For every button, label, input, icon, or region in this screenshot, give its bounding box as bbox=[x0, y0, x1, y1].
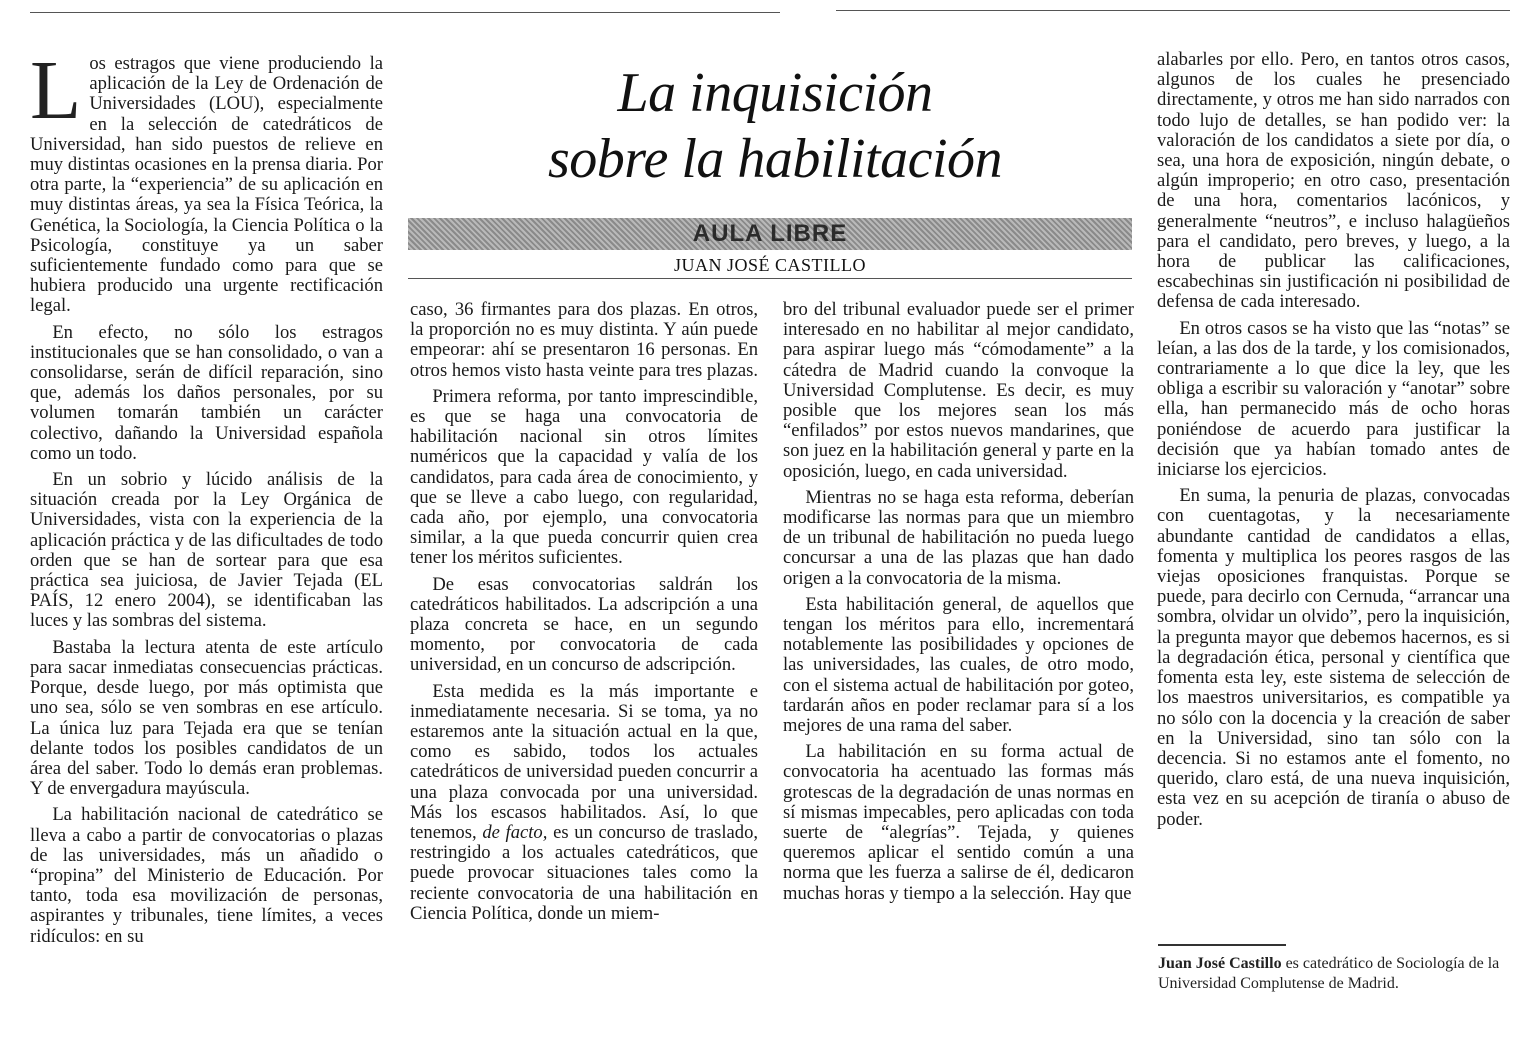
column-4 bbox=[1157, 50, 1510, 836]
section-label: AULA LIBRE bbox=[692, 220, 848, 247]
paragraph-text: os estragos que viene produciendo la aplicación de la Ley de Ordenación de Universidades (LOU), especialmente en la selección de catedráticos de Universidad, han sido puestos de relieve en muy distintas ocasiones en la prensa diaria. Por otra parte, la “experiencia” de su aplicación en muy distintas áreas, ya sea la Física Teórica, la Genética, la Sociología, la Ciencia Política o la Psicología, constituye ya un saber suficientemente fundado como para que se hubiera producido una urgente rectificación legal. bbox=[30, 53, 383, 317]
top-rule-left bbox=[30, 12, 780, 13]
headline-line-2: sobre la habilitación bbox=[547, 128, 1003, 190]
drop-cap: L bbox=[30, 44, 82, 137]
paragraph: caso, 36 firmantes para dos plazas. En otros, la proporción no es muy distinta. Y aún puede empeorar: ahí se presentaron 16 personas. En otros hemos visto hasta veinte para tres plazas. bbox=[410, 299, 759, 381]
byline: JUAN JOSÉ CASTILLO bbox=[673, 255, 866, 275]
paragraph: En efecto, no sólo los estragos institucionales que se han consolidado, o van a consolidarse, serán de difícil reparación, sino que, además los daños personales, por su volumen tomarán también un carácter colectivo, dañando la Universidad española como un todo. bbox=[30, 321, 383, 464]
paragraph: Bastaba la lectura atenta de este artículo para sacar inmediatas consecuencias prácticas. Porque, desde luego, por más optimista que uno sea, sólo se ven sombras en ese artículo. La única luz para Tejada era que se tenían delante todos los posibles candidatos de un área del saber. Todo lo demás eran problemas. Y de envergadura mayúscula. bbox=[30, 636, 383, 800]
paragraph bbox=[410, 682, 758, 924]
paragraph-text: Esta medida es la más importante e inmediatamente necesaria. Si se toma, ya no estaremos ante la situación actual en la que, como es sabido, todos los actuales catedráticos de universidad pueden concurrir a una plaza convocada por una universidad. Más los escasos habilitados. Así, lo que tenemos, bbox=[410, 680, 758, 844]
footnote-author: Juan José Castillo bbox=[1158, 955, 1282, 972]
author-footnote bbox=[1158, 954, 1510, 994]
section-band bbox=[408, 218, 1132, 250]
byline-rule bbox=[408, 278, 1132, 279]
footnote-text: es catedrático de Sociología de la Universidad Complutense de Madrid. bbox=[1158, 955, 1500, 992]
column-3 bbox=[783, 300, 1134, 910]
italic-term: de facto, bbox=[482, 822, 548, 844]
paragraph: En suma, la penuria de plazas, convocadas con cuentagotas, y la necesariamente abundante cantidad de candidatos a ellas, fomenta y multiplica los peores rasgos de las viejas oposiciones franquistas. Porque se puede, para decirlo con Cernuda, “arrancar una sombra, olvidar un olvido”, pero la inquisición, la pregunta mayor que debemos hacernos, es si la degradación ética, personal y científica que fomenta esta ley, este sistema de selección de los maestros universitarios, es compatible ya no sólo con la docencia y la creación de saber en la Universidad, sino tan sólo con la decencia. Si no estamos ante el fomento, no querido, claro está, de una nueva inquisición, esta vez en su acepción de tiranía o abuso de poder. bbox=[1157, 485, 1510, 830]
top-rule-right bbox=[836, 10, 1510, 11]
paragraph bbox=[30, 44, 383, 317]
column-1 bbox=[30, 44, 383, 953]
paragraph: alabarles por ello. Pero, en tantos otros casos, algunos de los cuales he presenciado directamente, y otros me han sido narrados con todo lujo de detalles, se han podido ver: la valoración de los candidatos a siete por día, o sea, una hora de exposición, ningún debate, o algún improperio; en otro caso, presentación de una hora, comentarios lacónicos, y generalmente “neutros”, e incluso halagüeños para el candidato, pero breves, y luego, a la hora de publicar las calificaciones, escabechinas sin justificación ni posibilidad de defensa de cada interesado. bbox=[1157, 49, 1510, 313]
paragraph-text: es un concurso de traslado, restringido a los actuales catedráticos, que puede provocar situaciones tales como la reciente convocatoria de una habilitación en Ciencia Política, donde un miem- bbox=[410, 822, 759, 924]
paragraph: La habilitación en su forma actual de convocatoria ha acentuado las formas más grotescas de la degradación de unas normas en sí mismas impecables, pero aplicadas con toda suerte de “alegrías”. Tejada, y quienes queremos aplicar el sentido común a una norma que les fuerza a salirse de él, dedicaron muchas horas y tiempo a la selección. Hay que bbox=[783, 741, 1134, 904]
headline bbox=[440, 60, 1110, 192]
paragraph: Mientras no se haga esta reforma, deberían modificarse las normas para que un miembro de un tribunal de habilitación no pueda luego concursar a una de las plazas que han dado origen a la convocatoria de la misma. bbox=[783, 486, 1134, 589]
paragraph: En otros casos se ha visto que las “notas” se leían, a las dos de la tarde, y los comisionados, contrariamente a lo que dice la ley, que les obliga a escribir su valoración y “anotar” sobre ella, han permanecido más de ocho horas poniéndose de acuerdo para justificar la decisión que ya habían tomado antes de iniciarse los ejercicios. bbox=[1157, 317, 1510, 481]
headline-line-1: La inquisición bbox=[617, 62, 933, 124]
paragraph: De esas convocatorias saldrán los catedráticos habilitados. La adscripción a una plaza concreta se hace, en un segundo momento, por convocatoria de cada universidad, en un concurso de adscripción. bbox=[410, 573, 758, 676]
footnote-rule bbox=[1158, 944, 1286, 946]
paragraph: La habilitación nacional de catedrático se lleva a cabo a partir de convocatorias o plazas de las universidades, más un añadido o “propina” del Ministerio de Educación. Por tanto, toda esa movilización de personas, aspirantes y tribunales, tiene límites, a veces ridículos: en su bbox=[30, 804, 383, 947]
paragraph: Primera reforma, por tanto imprescindible, es que se haga una convocatoria de habilitación nacional sin otros límites numéricos que la capacidad y valía de los candidatos, para cada área de conocimiento, y que se lleve a cabo luego, con regularidad, cada año, por ejemplo, una convocatoria similar, a la que pueda concurrir quien crea tener los méritos suficientes. bbox=[410, 385, 758, 569]
paragraph: Esta habilitación general, de aquellos que tengan los méritos para ello, incrementará notablemente las posibilidades y opciones de las universidades, las cuales, de otro modo, con el sistema actual de habilitación por goteo, tardarán años en poder reclamar para sí a los mejores de una rama del saber. bbox=[783, 593, 1134, 737]
column-2 bbox=[410, 300, 758, 930]
paragraph: En un sobrio y lúcido análisis de la situación creada por la Ley Orgánica de Universidades, vista con la experiencia de la aplicación práctica y de las dificultades de todo orden que se han de sortear para que esa práctica sea juiciosa, de Javier Tejada (EL PAÍS, 12 enero 2004), se identificaban las luces y las sombras del sistema. bbox=[30, 469, 383, 632]
paragraph: bro del tribunal evaluador puede ser el primer interesado en no habilitar al mejor candidato, para aspirar luego más “cómodamente” a la cátedra de Madrid cuando la convoque la Universidad Complutense. Es decir, es muy posible que los mejores sean los más “enfilados” por estos nuevos mandarines, que son juez en la habilitación general y parte en la oposición, luego, en cada universidad. bbox=[783, 299, 1134, 482]
